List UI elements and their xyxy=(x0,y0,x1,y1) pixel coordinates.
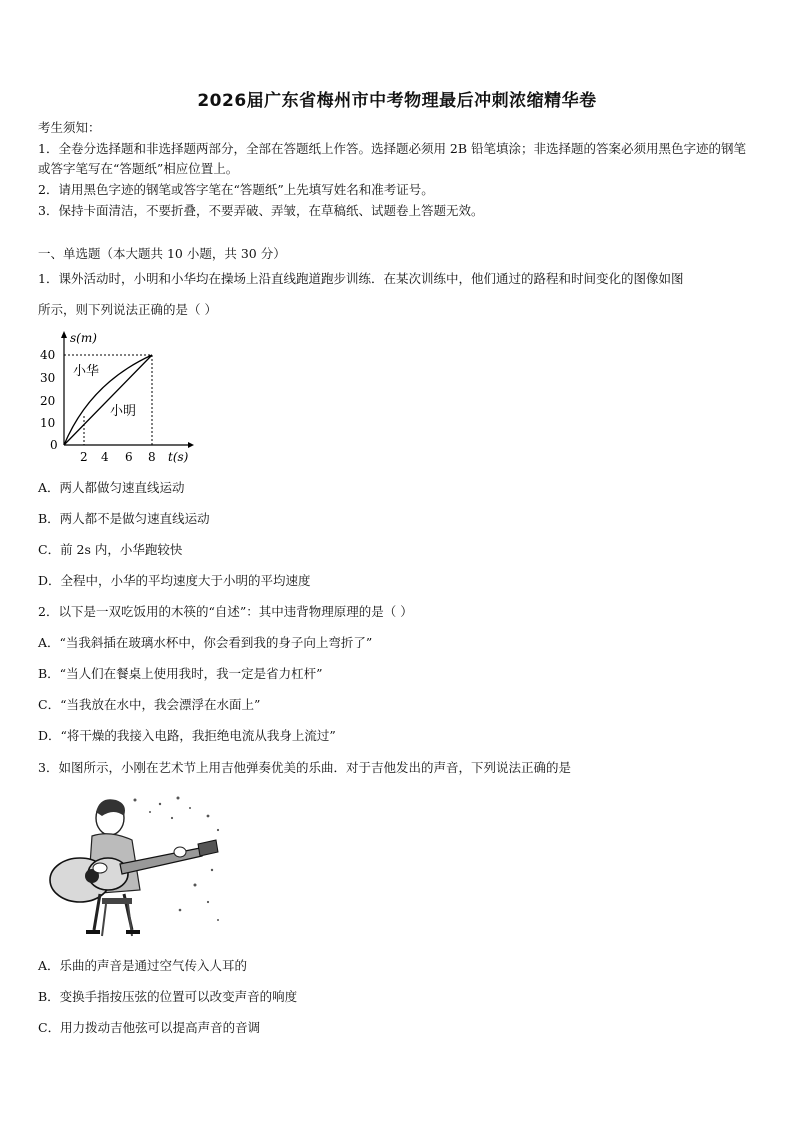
y-axis-arrow-icon xyxy=(61,331,67,338)
xtick-2: 2 xyxy=(80,450,88,464)
label-xiaohua: 小华 xyxy=(73,364,100,379)
left-hand-shape xyxy=(174,847,186,857)
q1-stem-line1: 1．课外活动时，小明和小华均在操场上沿直线跑道跑步训练．在某次训练中，他们通过的路程和时间变化的图像如图 xyxy=(38,271,684,286)
ytick-0: 0 xyxy=(50,438,58,452)
q1-stem-line2: 所示，则下列说法正确的是（ ） xyxy=(38,302,217,317)
y-axis-label: s(m) xyxy=(70,331,97,345)
q1-option-a: A．两人都做匀速直线运动 xyxy=(38,480,185,495)
notice-item-2: 2．请用黑色字迹的钢笔或答字笔在“答题纸”上先填写姓名和准考证号。 xyxy=(38,182,434,197)
ytick-10: 10 xyxy=(40,416,56,430)
q3-stem: 3．如图所示，小刚在艺术节上用吉他弹奏优美的乐曲．对于吉他发出的声音，下列说法正确的是 xyxy=(38,760,571,775)
stool-seat-shape xyxy=(102,898,132,904)
q3-option-b: B．变换手指按压弦的位置可以改变声音的响度 xyxy=(38,989,298,1004)
ytick-20: 20 xyxy=(40,394,56,408)
ytick-30: 30 xyxy=(40,371,56,385)
section-heading: 一、单选题（本大题共 10 小题，共 30 分） xyxy=(38,246,286,261)
q2-option-a: A．“当我斜插在玻璃水杯中，你会看到我的身子向上弯折了” xyxy=(38,635,373,650)
guitar-headstock-shape xyxy=(198,840,218,856)
q2-stem: 2．以下是一双吃饭用的木筷的“自述”：其中违背物理原理的是（ ） xyxy=(38,604,413,619)
q1-option-d: D．全程中，小华的平均速度大于小明的平均速度 xyxy=(38,573,311,588)
q2-option-d: D．“将干燥的我接入电路，我拒绝电流从我身上流过” xyxy=(38,728,336,743)
ytick-40: 40 xyxy=(40,348,56,362)
notice-item-3: 3．保持卡面清洁，不要折叠，不要弄破、弄皱，在草稿纸、试题卷上答题无效。 xyxy=(38,203,484,218)
q2-option-c: C．“当我放在水中，我会漂浮在水面上” xyxy=(38,697,261,712)
distance-time-graph xyxy=(40,328,200,468)
xtick-8: 8 xyxy=(148,450,156,464)
q1-option-c: C．前 2s 内，小华跑较快 xyxy=(38,542,183,557)
exam-title: 2026届广东省梅州市中考物理最后冲刺浓缩精华卷 xyxy=(197,91,597,111)
q2-option-b: B．“当人们在餐桌上使用我时，我一定是省力杠杆” xyxy=(38,666,323,681)
q3-option-c: C．用力拨动吉他弦可以提高声音的音调 xyxy=(38,1020,261,1035)
guitar-player-illustration xyxy=(40,790,230,942)
x-axis-label: t(s) xyxy=(168,450,189,464)
x-axis-arrow-icon xyxy=(188,442,194,448)
xtick-4: 4 xyxy=(101,450,109,464)
q1-option-b: B．两人都不是做匀速直线运动 xyxy=(38,511,210,526)
right-hand-shape xyxy=(93,863,107,873)
q3-option-a: A．乐曲的声音是通过空气传入人耳的 xyxy=(38,958,248,973)
xtick-6: 6 xyxy=(125,450,133,464)
notice-item-1: 1．全卷分选择题和非选择题两部分，全部在答题纸上作答。选择题必须用 2B 铅笔填涂；非选择题的答案必须用黑色字迹的钢笔或答字笔写在“答题纸”相应位置上。 xyxy=(38,141,747,176)
notice-heading: 考生须知： xyxy=(38,120,101,135)
label-xiaoming: 小明 xyxy=(110,404,137,419)
